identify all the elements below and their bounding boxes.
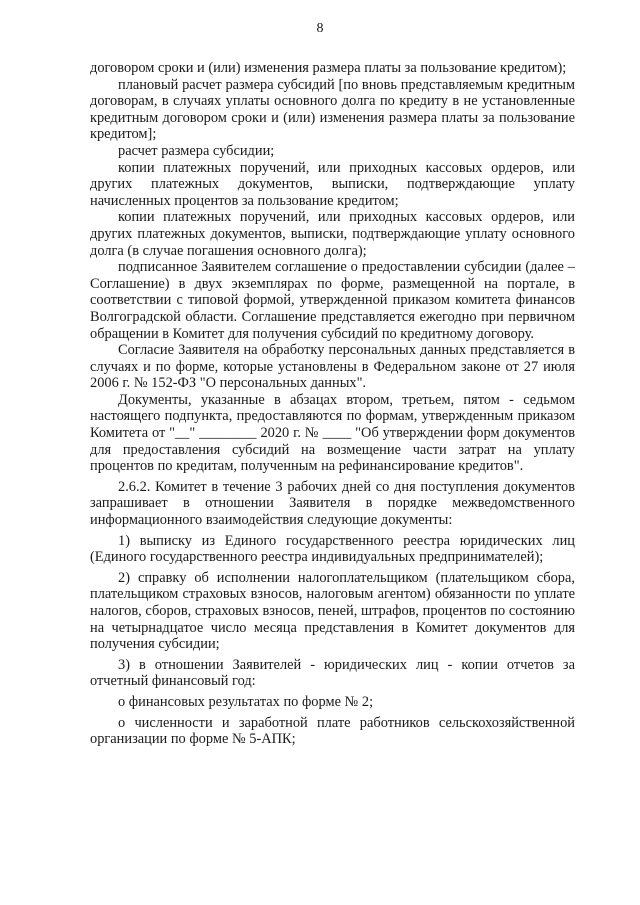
document-body: [90, 60, 575, 748]
paragraph: 2) справку об исполнении налогоплательщиком (плательщиком сбора, плательщиком страховых взносов, налоговым агентом) обязанности по уплате налогов, сборов, страховых взносов, пеней, штрафов, процентов по состоянию на четырнадцатое число месяца представления в Комитет документов для получения субсидии;: [90, 569, 575, 653]
paragraph: плановый расчет размера субсидий [по вновь представляемым кредитным договорам, в случаях уплаты основного долга по кредиту в не установленные кредитным договором сроки и (или) изменения размера платы за пользование кредитом];: [90, 76, 575, 143]
paragraph: 2.6.2. Комитет в течение 3 рабочих дней со дня поступления документов запрашивает в отношении Заявителя в порядке межведомственного информационного взаимодействия следующие документы:: [90, 478, 575, 529]
paragraph: о численности и заработной плате работников сельскохозяйственной организации по форме № 5-АПК;: [90, 714, 575, 748]
paragraph: копии платежных поручений, или приходных кассовых ордеров, или других платежных документов, выписки, подтверждающие уплату основного долга (в случае погашения основного долга);: [90, 209, 575, 259]
page-number: 8: [316, 21, 324, 36]
paragraph: 3) в отношении Заявителей - юридических лиц - копии отчетов за отчетный финансовый год:: [90, 656, 575, 690]
paragraph: о финансовых результатах по форме № 2;: [118, 693, 374, 710]
paragraph: расчет размера субсидии;: [118, 142, 275, 159]
paragraph: подписанное Заявителем соглашение о предоставлении субсидии (далее – Соглашение) в двух экземплярах по форме, размещенной на портале, в соответствии с типовой формой, утвержденной приказом комитета финансов Волгоградской области. Соглашение представляется ежегодно при первичном обращении в Комитет для получения субсидий по кредитному договору.: [90, 259, 575, 342]
paragraph: договором сроки и (или) изменения размера платы за пользование кредитом);: [90, 60, 567, 76]
paragraph: Документы, указанные в абзацах втором, третьем, пятом - седьмом настоящего подпункта, предоставляются по формам, утвержденным приказом Комитета от "__" ________ 2020 г. № ____ "Об утверждении форм документов для предоставления субсидий на возмещение части затрат на уплату процентов по кредитам, полученным на рефинансирование кредитов".: [90, 391, 575, 475]
paragraph: 1) выписку из Единого государственного реестра юридических лиц (Единого государственного реестра индивидуальных предпринимателей);: [90, 532, 575, 566]
paragraph: копии платежных поручений, или приходных кассовых ордеров, или других платежных документов, выписки, подтверждающие уплату начисленных процентов за пользование кредитом;: [90, 159, 575, 209]
paragraph: Согласие Заявителя на обработку персональных данных представляется в случаях и по форме, которые установлены в Федеральном законе от 27 июля 2006 г. № 152-ФЗ "О персональных данных".: [90, 342, 575, 392]
